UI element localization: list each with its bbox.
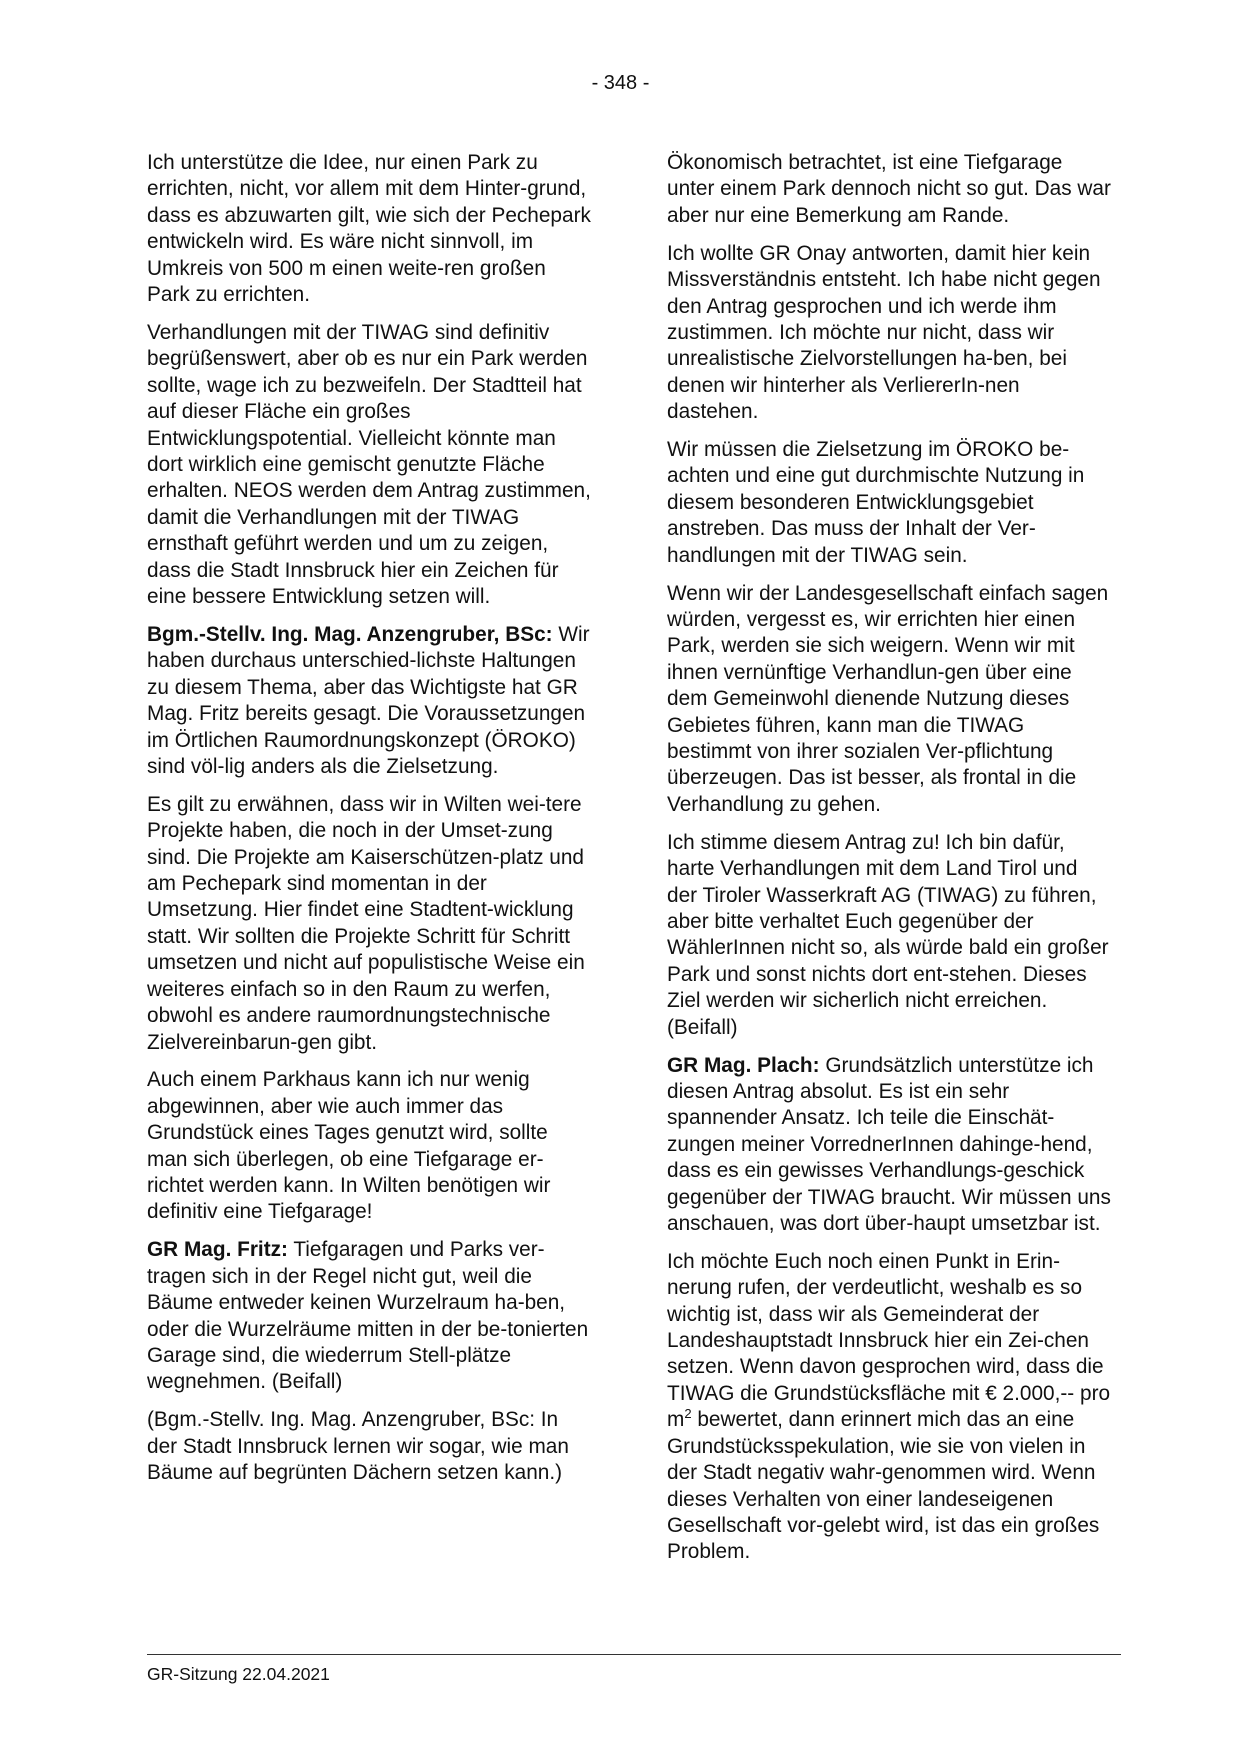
left-column [147, 150, 592, 1498]
paragraph: Wir müssen die Zielsetzung im ÖROKO be-achten und eine gut durchmischte Nutzung in diesem besonderen Entwicklungsgebiet anstreben. Das muss der Inhalt der Ver-handlungen mit der TIWAG sein. [667, 438, 1085, 567]
paragraph: Verhandlungen mit der TIWAG sind definitiv begrüßenswert, aber ob es nur ein Park werden sollte, wage ich zu bezweifeln. Der Stadtteil hat auf dieser Fläche ein großes Entwicklungspotential. Vielleicht könnte man dort wirklich eine gemischt genutzte Fläche erhalten. NEOS werden dem Antrag zustimmen, damit die Verhandlungen mit der TIWAG ernsthaft geführt werden und um zu zeigen, dass die Stadt Innsbruck hier ein Zeichen für eine bessere Entwicklung setzen will. [147, 320, 591, 608]
footer-divider [147, 1654, 1121, 1655]
speech-text: Wir haben durchaus unterschied-lichste Haltungen zu diesem Thema, aber das Wichtigste hat GR Mag. Fritz bereits gesagt. Die Voraussetzungen im Örtlichen Raumordnungskonzept (ÖROKO) sind völ-lig anders als die Zielsetzung. [147, 622, 590, 778]
paragraph: Ökonomisch betrachtet, ist eine Tiefgarage unter einem Park dennoch nicht so gut. Das war aber nur eine Bemerkung am Rande. [667, 151, 1111, 227]
paragraph [147, 622, 592, 780]
paragraph [667, 1053, 1112, 1238]
speaker-name: Bgm.-Stellv. Ing. Mag. Anzengruber, BSc: [147, 622, 553, 646]
paragraph [667, 1249, 1112, 1566]
superscript: 2 [684, 1406, 692, 1422]
paragraph [147, 1237, 592, 1395]
footer-session-date: GR-Sitzung 22.04.2021 [147, 1664, 330, 1684]
speech-text: Ich möchte Euch noch einen Punkt in Erin-nerung rufen, der verdeutlicht, weshalb es so wichtig ist, dass wir als Gemeinderat der Landeshauptstadt Innsbruck hier ein Zei-chen setzen. Wenn davon gesprochen wird, dass die TIWAG die Grundstücksfläche mit € 2.000,-- pro m [667, 1249, 1111, 1432]
paragraph: Auch einem Parkhaus kann ich nur wenig abgewinnen, aber wie auch immer das Grundstück eines Tages genutzt wird, sollte man sich überlegen, ob eine Tiefgarage er-richtet werden kann. In Wilten benötigen wir definitiv eine Tiefgarage! [147, 1068, 551, 1224]
paragraph: (Bgm.-Stellv. Ing. Mag. Anzengruber, BSc: In der Stadt Innsbruck lernen wir sogar, wie man Bäume auf begrünten Dächern setzen kann.) [147, 1408, 569, 1485]
speaker-name: GR Mag. Fritz: [147, 1238, 288, 1262]
paragraph: Ich wollte GR Onay antworten, damit hier kein Missverständnis entsteht. Ich habe nicht gegen den Antrag gesprochen und ich werde ihm zustimmen. Ich möchte nur nicht, dass wir unrealistische Zielvorstellungen ha-ben, bei denen wir hinterher als VerliererIn-nen dastehen. [667, 241, 1101, 424]
speaker-name: GR Mag. Plach: [667, 1053, 820, 1077]
page-number: - 348 - [591, 72, 650, 94]
speech-text: Grundsätzlich unterstütze ich diesen Antrag absolut. Es ist ein sehr spannender Ansatz. Ich teile die Einschät-zungen meiner VorrednerInnen dahinge-hend, dass es ein gewisses Verhandlungs-geschick gegenüber der TIWAG braucht. Wir müssen uns anschauen, was dort über-haupt umsetzbar ist. [667, 1053, 1111, 1235]
paragraph: Ich stimme diesem Antrag zu! Ich bin dafür, harte Verhandlungen mit dem Land Tirol und der Tiroler Wasserkraft AG (TIWAG) zu führen, aber bitte verhaltet Euch gegenüber der WählerInnen nicht so, als würde bald ein großer Park und sonst nichts dort ent-stehen. Dieses Ziel werden wir sicherlich nicht erreichen. (Beifall) [667, 830, 1109, 1039]
speech-text: Tiefgaragen und Parks ver-tragen sich in der Regel nicht gut, weil die Bäume entweder keinen Wurzelraum ha-ben, oder die Wurzelräume mitten in der be-tonierten Garage sind, die wiederrum Stell-plätze wegnehmen. (Beifall) [147, 1238, 589, 1394]
paragraph: Wenn wir der Landesgesellschaft einfach sagen würden, vergesst es, wir errichten hier einen Park, werden sie sich weigern. Wenn wir mit ihnen vernünftige Verhandlun-gen über eine dem Gemeinwohl dienende Nutzung dieses Gebietes führen, kann man die TIWAG bestimmt von ihrer sozialen Ver-pflichtung überzeugen. Das ist besser, als frontal in die Verhandlung zu gehen. [667, 581, 1109, 816]
paragraph: Es gilt zu erwähnen, dass wir in Wilten wei-tere Projekte haben, die noch in der Umset-zung sind. Die Projekte am Kaiserschützen-platz und am Pechepark sind momentan in der Umsetzung. Hier findet eine Stadtent-wicklung statt. Wir sollten die Projekte Schritt für Schritt umsetzen und nicht auf populistische Weise ein weiteres einfach so in den Raum zu werfen, obwohl es andere raumordnungstechnische Zielvereinbarun-gen gibt. [147, 792, 585, 1054]
right-column [667, 150, 1112, 1577]
speech-text: bewertet, dann erinnert mich das an eine Grundstücksspekulation, wie sie von vielen in der Stadt negativ wahr-genommen wird. Wenn dieses Verhalten von einer landeseigenen Gesellschaft vor-gelebt wird, ist das ein großes Problem. [667, 1408, 1100, 1564]
paragraph: Ich unterstütze die Idee, nur einen Park zu errichten, nicht, vor allem mit dem Hinter-grund, dass es abzuwarten gilt, wie sich der Pechepark entwickeln wird. Es wäre nicht sinnvoll, im Umkreis von 500 m einen weite-ren großen Park zu errichten. [147, 151, 591, 307]
